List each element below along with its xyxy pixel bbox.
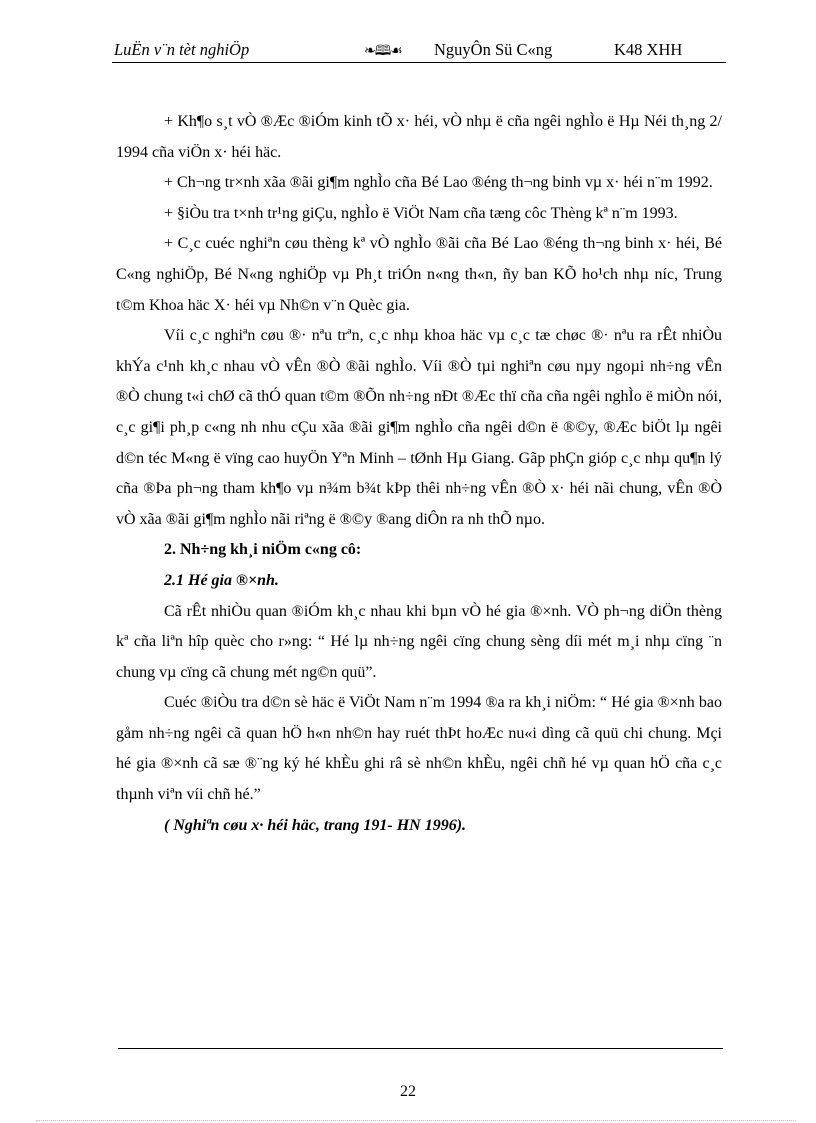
running-header [112, 38, 726, 63]
header-ornament-icon: ❧🕮☙ [364, 44, 402, 59]
paragraph-research-scope: Víi c¸c nghiªn cøu ®· nªu trªn, c¸c nhµ khoa häc vµ c¸c tæ chøc ®· nªu ra rÊt nhiÒu khÝa c¹nh kh¸c nhau vÒ vÊn ®Ò ®ãi nghÌo. Víi ®Ò tµi nghiªn cøu nµy ngoµi nh÷ng vÊn ®Ò chung t«i chØ cã thÓ quan t©m ®Õn nh÷ng nÐt ®Æc thï cña cña ngêi nghÌo ë miÒn nói, c¸c gi¶i ph¸p c«ng nh nhu cÇu xãa ®ãi gi¶m nghÌo cña ngêi d©n ë ®©y, ®Æc biÖt lµ ngêi d©n téc M«ng ë vïng cao huyÖn Yªn Minh – tØnh Hµ Giang. Gãp phÇn gióp c¸c nhµ qu¶n lý cña ®Þa ph¬ng tham kh¶o vµ n¾m b¾t kÞp thêi nh÷ng vÊn ®Ò x· héi nãi chung, vÊn ®Ò vÒ xãa ®ãi gi¶m nghÌo nãi riªng ë ®©y ®ang diÔn ra nh thÕ nµo. [116, 327, 722, 528]
page-number: 22 [400, 1083, 416, 1100]
paragraph-poverty-survey: + §iÒu tra t×nh tr¹ng giÇu, nghÌo ë ViÖt Nam cña tæng côc Thèng kª n¨m 1993. [164, 204, 678, 222]
header-thesis-title: LuËn v¨n tèt nghiÖp [114, 40, 250, 59]
paragraph-labour-program: + Ch¬ng tr×nh xãa ®ãi gi¶m nghÌo cña Bé Lao ®éng th¬ng binh vµ x· héi n¨m 1992. [164, 174, 713, 192]
paragraph-household-census: Cuéc ®iÒu tra d©n sè häc ë ViÖt Nam n¨m 1994 ®a ra kh¸i niÖm: “ Hé gia ®×nh bao gåm nh÷ng ngêi cã quan hÖ h«n nh©n hay ruét thÞt hoÆc nu«i dìng cã quü chi chung. Mçi hé gia ®×nh cã sæ ®¨ng ký hé khÈu ghi râ sè nh©n khÈu, ngêi chñ hé vµ quan hÖ cña c¸c thµnh viªn víi chñ hé.” [116, 694, 722, 804]
paragraph-statistical-studies: + C¸c cuéc nghiªn cøu thèng kª vÒ nghÌo ®ãi cña Bé Lao ®éng th¬ng binh x· héi, Bé C«ng nghiÖp, Bé N«ng nghiÖp vµ Ph¸t triÓn n«ng th«n, ñy ban KÕ ho¹ch nhµ níc, Trung t©m Khoa häc X· héi vµ Nh©n v¨n Quèc gia. [116, 235, 722, 314]
header-author: NguyÔn Sü C«ng [434, 40, 553, 59]
page-bottom-edge [36, 1120, 796, 1121]
footer-divider [118, 1048, 723, 1049]
citation: ( Nghiªn cøu x· héi häc, trang 191- HN 1996). [164, 816, 467, 834]
header-class: K48 XHH [614, 40, 683, 59]
paragraph-household-un: Cã rÊt nhiÒu quan ®iÓm kh¸c nhau khi bµn vÒ hé gia ®×nh. VÒ ph¬ng diÖn thèng kª cña liªn hîp quèc cho r»ng: “ Hé lµ nh÷ng ngêi cïng chung sèng díi mét m¸i nhµ cïng ¨n chung vµ cïng cã chung mét ng©n quü”. [116, 602, 722, 681]
subsection-heading: 2.1 Hé gia ®×nh. [164, 571, 279, 589]
page-body [116, 107, 722, 841]
paragraph-survey-hanoi: + Kh¶o s¸t vÒ ®Æc ®iÓm kinh tÕ x· héi, vÒ nhµ ë cña ngêi nghÌo ë Hµ Néi th¸ng 2/ 1994 cña viÖn x· héi häc. [116, 113, 722, 161]
section-heading: 2. Nh÷ng kh¸i niÖm c«ng cô: [164, 541, 362, 559]
